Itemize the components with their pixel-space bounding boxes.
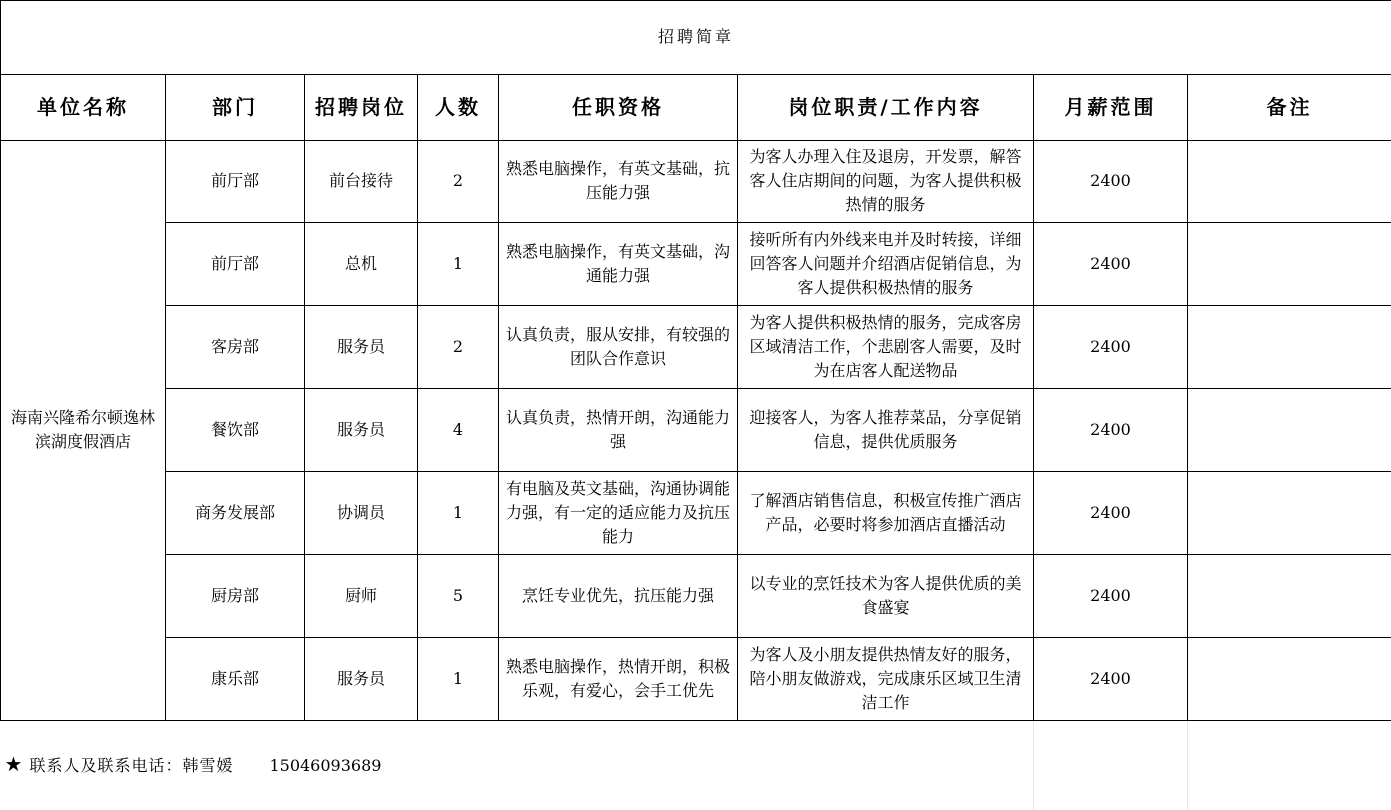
header-position: 招聘岗位 [305,74,418,140]
cell-remarks [1188,555,1391,638]
cell-remarks [1188,638,1391,721]
header-row [1,74,1391,140]
cell-salary: 2400 [1034,472,1188,555]
cell-duties: 为客人及小朋友提供热情友好的服务，陪小朋友做游戏，完成康乐区域卫生清洁工作 [738,638,1034,721]
cell-count: 5 [418,555,499,638]
cell-qualifications: 熟悉电脑操作，热情开朗，积极乐观，有爱心，会手工优先 [499,638,738,721]
cell-count: 1 [418,472,499,555]
cell-duties: 以专业的烹饪技术为客人提供优质的美食盛宴 [738,555,1034,638]
cell-count: 1 [418,223,499,306]
cell-remarks [1188,140,1391,223]
cell-remarks [1188,223,1391,306]
cell-remarks [1188,389,1391,472]
cell-position: 服务员 [305,638,418,721]
cell-count: 1 [418,638,499,721]
header-count: 人数 [418,74,499,140]
cell-qualifications: 有电脑及英文基础，沟通协调能力强，有一定的适应能力及抗压能力 [499,472,738,555]
header-department: 部门 [166,74,305,140]
header-duties: 岗位职责/工作内容 [738,74,1034,140]
table-row [1,472,1391,555]
cell-duties: 迎接客人，为客人推荐菜品，分享促销信息，提供优质服务 [738,389,1034,472]
cell-department: 商务发展部 [166,472,305,555]
cell-qualifications: 烹饪专业优先，抗压能力强 [499,555,738,638]
cell-duties: 接听所有内外线来电并及时转接，详细回答客人问题并介绍酒店促销信息，为客人提供积极热情的服务 [738,223,1034,306]
table-row [1,555,1391,638]
header-remarks: 备注 [1188,74,1391,140]
cell-count: 4 [418,389,499,472]
cell-salary: 2400 [1034,389,1188,472]
cell-department: 餐饮部 [166,389,305,472]
empty-cell [1188,720,1391,810]
cell-department: 客房部 [166,306,305,389]
cell-remarks [1188,306,1391,389]
contact-phone: 15046093689 [269,756,382,776]
header-salary: 月薪范围 [1034,74,1188,140]
cell-qualifications: 熟悉电脑操作，有英文基础，沟通能力强 [499,223,738,306]
contact-row [1,720,1391,810]
table-row [1,223,1391,306]
contact-info [1,720,1034,810]
cell-department: 前厅部 [166,140,305,223]
cell-salary: 2400 [1034,140,1188,223]
cell-duties: 了解酒店销售信息，积极宣传推广酒店产品，必要时将参加酒店直播活动 [738,472,1034,555]
header-qualifications: 任职资格 [499,74,738,140]
table-row [1,306,1391,389]
cell-position: 厨师 [305,555,418,638]
table-row [1,389,1391,472]
cell-count: 2 [418,140,499,223]
empty-cell [1034,720,1188,810]
cell-count: 2 [418,306,499,389]
cell-remarks [1188,472,1391,555]
cell-qualifications: 认真负责，服从安排，有较强的团队合作意识 [499,306,738,389]
cell-department: 厨房部 [166,555,305,638]
cell-position: 前台接待 [305,140,418,223]
cell-department: 前厅部 [166,223,305,306]
cell-position: 协调员 [305,472,418,555]
cell-duties: 为客人提供积极热情的服务，完成客房区域清洁工作，个悲剧客人需要，及时为在店客人配送物品 [738,306,1034,389]
cell-position: 服务员 [305,306,418,389]
cell-duties: 为客人办理入住及退房，开发票，解答客人住店期间的问题，为客人提供积极热情的服务 [738,140,1034,223]
contact-label: 联系人及联系电话：韩雪媛 [29,756,234,776]
cell-salary: 2400 [1034,555,1188,638]
cell-position: 服务员 [305,389,418,472]
cell-position: 总机 [305,223,418,306]
cell-qualifications: 认真负责，热情开朗，沟通能力强 [499,389,738,472]
cell-salary: 2400 [1034,638,1188,721]
cell-department: 康乐部 [166,638,305,721]
cell-salary: 2400 [1034,306,1188,389]
table-row [1,638,1391,721]
cell-qualifications: 熟悉电脑操作，有英文基础，抗压能力强 [499,140,738,223]
page-title: 招聘简章 [1,1,1391,75]
cell-salary: 2400 [1034,223,1188,306]
star-icon: ★ [4,752,24,777]
table-row [1,140,1391,223]
cell-unit-name: 海南兴隆希尔顿逸林滨湖度假酒店 [1,140,166,720]
header-unit: 单位名称 [1,74,166,140]
